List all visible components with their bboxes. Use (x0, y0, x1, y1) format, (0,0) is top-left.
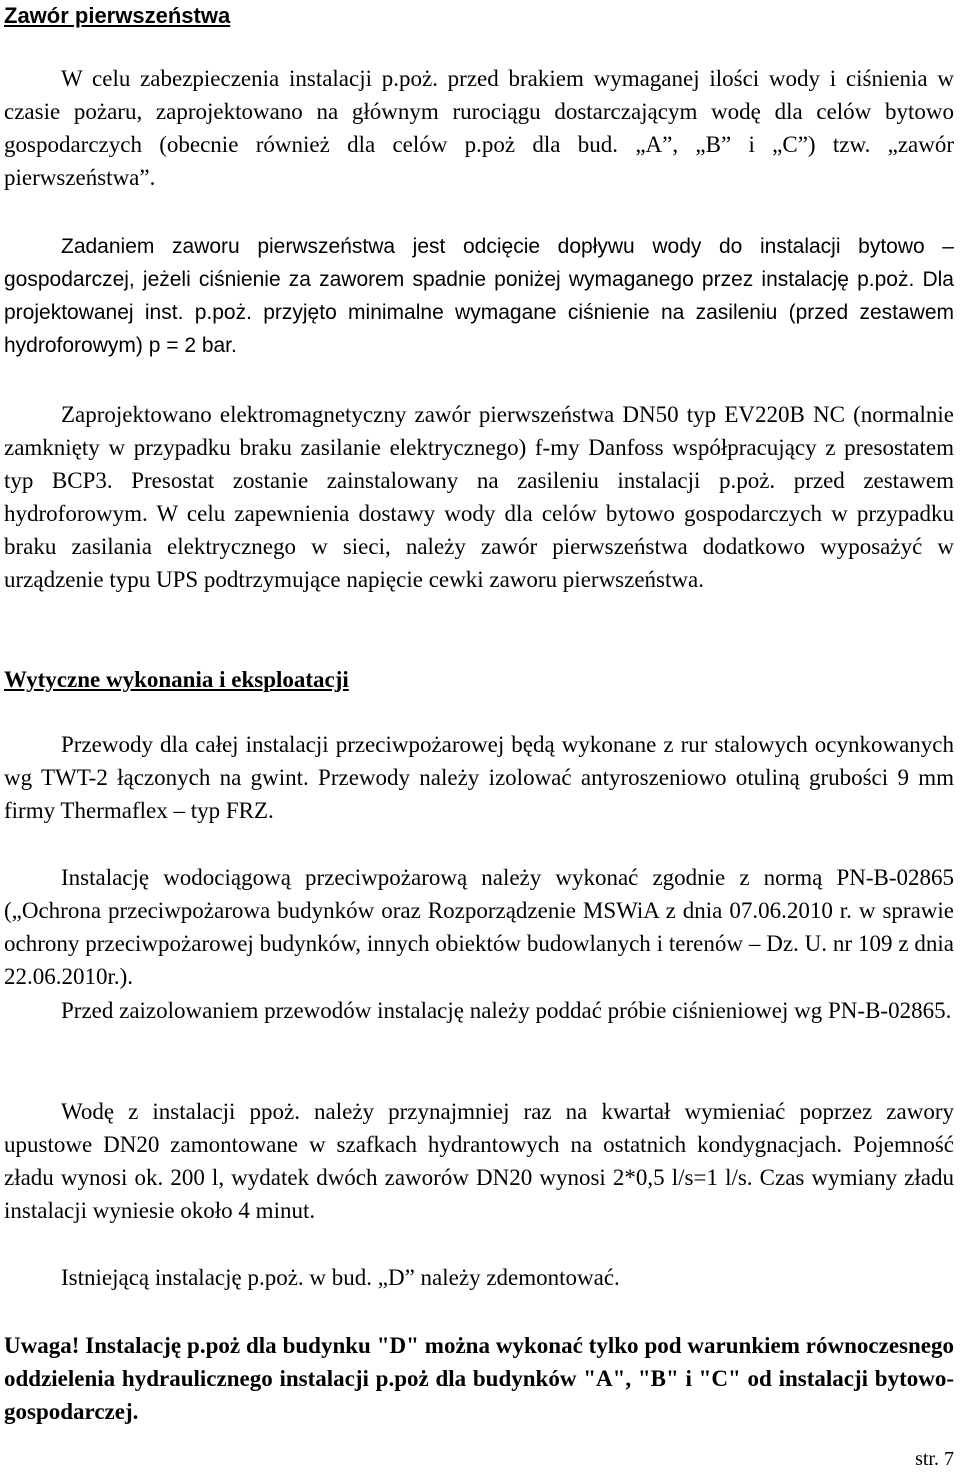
section-heading-wytyczne: Wytyczne wykonania i eksploatacji (4, 667, 349, 692)
section-heading-zawor: Zawór pierwszeństwa (4, 3, 231, 28)
paragraph-zaprojektowano: Zaprojektowano elektromagnetyczny zawór pierwszeństwa DN50 typ EV220B NC (normalnie zamknięty w przypadku braku zasilanie elektrycznego) f-my Danfoss współpracujący z presostatem typ BCP3. Presostat zostanie zainstalowany na zasileniu instalacji p.poż. przed zestawem hydroforowym. W celu zapewnienia dostawy wody dla celów bytowo gospodarczych w przypadku braku zasilania elektrycznego w sieci, należy zawór pierwszeństwa dodatkowo wyposażyć w urządzenie typu UPS podtrzymujące napięcie cewki zaworu pierwszeństwa. (4, 402, 954, 592)
paragraph-intro: W celu zabezpieczenia instalacji p.poż. przed brakiem wymaganej ilości wody i ciśnienia w czasie pożaru, zaprojektowano na głównym rurociągu dostarczającym wodę dla celów bytowo gospodarczych (obecnie również dla celów p.poż dla bud. „A”, „B” i „C”) tzw. „zawór pierwszeństwa”. (4, 66, 954, 190)
paragraph-przewody: Przewody dla całej instalacji przeciwpożarowej będą wykonane z rur stalowych ocynkowanych wg TWT-2 łączonych na gwint. Przewody należy izolować antyroszeniowo otuliną grubości 9 mm firmy Thermaflex – typ FRZ. (4, 732, 954, 823)
paragraph-zadanie-zaworu: Zadaniem zaworu pierwszeństwa jest odcięcie dopływu wody do instalacji bytowo – gospodarczej, jeżeli ciśnienie za zaworem spadnie poniżej wymaganego przez instalację p.poż. Dla projektowanej inst. p.poż. przyjęto minimalne wymagane ciśnienie na zasileniu (przed zestawem hydroforowym) p = 2 bar. (4, 235, 954, 357)
paragraph-norma: Instalację wodociągową przeciwpożarową należy wykonać zgodnie z normą PN-B-02865 („Ochrona przeciwpożarowa budynków oraz Rozporządzenie MSWiA z dnia 07.06.2010 r. w sprawie ochrony przeciwpożarowej budynków, innych obiektów budowlanych i terenów – Dz. U. nr 109 z dnia 22.06.2010r.). (4, 865, 954, 989)
paragraph-wymiana-wody: Wodę z instalacji ppoż. należy przynajmniej raz na kwartał wymieniać poprzez zawory upustowe DN20 zamontowane w szafkach hydrantowych na ostatnich kondygnacjach. Pojemność zładu wynosi ok. 200 l, wydatek dwóch zaworów DN20 wynosi 2*0,5 l/s=1 l/s. Czas wymiany zładu instalacji wyniesie około 4 minut. (4, 1099, 954, 1223)
paragraph-uwaga: Uwaga! Instalację p.poż dla budynku "D" można wykonać tylko pod warunkiem równoczesnego oddzielenia hydraulicznego instalacji p.poż dla budynków "A", "B" i "C" od instalacji bytowo-gospodarczej. (4, 1333, 954, 1424)
page-number: str. 7 (915, 1448, 954, 1470)
paragraph-demontaz: Istniejącą instalację p.poż. w bud. „D” należy zdemontować. (61, 1265, 620, 1290)
paragraph-proba: Przed zaizolowaniem przewodów instalację należy poddać próbie ciśnieniowej wg PN-B-02865. (61, 998, 952, 1023)
